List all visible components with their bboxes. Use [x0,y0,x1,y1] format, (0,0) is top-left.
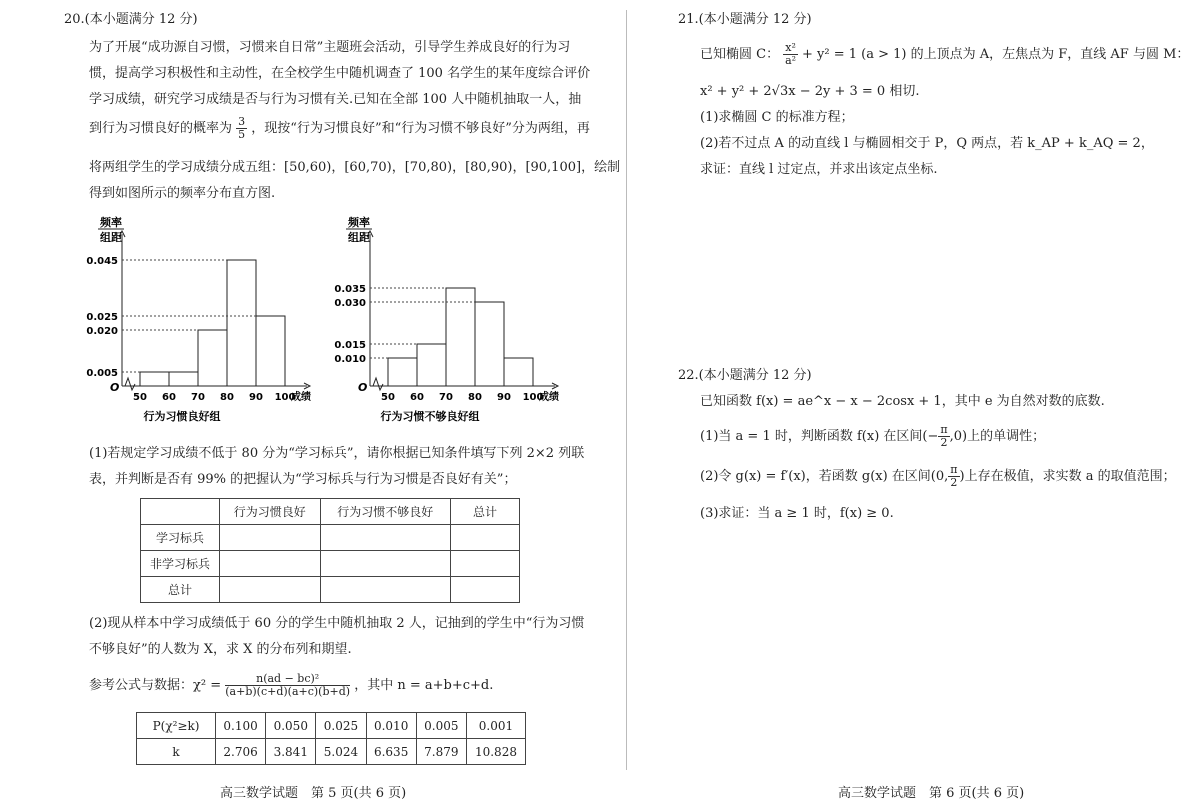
table-cell: 0.025 [316,713,366,739]
x-tick-label: 70 [191,392,205,403]
histogram-bar [475,302,504,386]
q20-header: 20.(本小题满分 12 分) [64,12,198,27]
q20-text-line: 学习成绩，研究学习成绩是否与行为习惯有关.已知在全部 100 人中随机抽取一人，抽 [89,92,582,107]
x-axis-label: 成绩 [291,392,311,403]
q20-prob-text-tail: ，现按“行为习惯良好”和“行为习惯不够良好”分为两组，再 [251,121,590,136]
chart-title: 行为习惯不够良好组 [380,410,480,423]
axis-break [373,378,383,390]
q20-text-line [89,116,590,141]
page-divider [626,10,627,770]
table-header-cell: 行为习惯良好 [220,499,321,525]
y-tick-label: 0.015 [334,340,366,351]
table-row [141,551,520,577]
q22-text: (1)当 a = 1 时，判断函数 f(x) 在区间(− [700,429,939,444]
q21-part1: (1)求椭圆 C 的标准方程； [700,110,854,125]
table-cell [451,525,520,551]
chi-square-formula [89,672,493,700]
table-cell [220,577,321,603]
x-tick-label: 60 [162,392,176,403]
table-cell: 0.100 [216,713,266,739]
x-tick-label: 80 [468,392,482,403]
q20-part1-line: 表，并判断是否有 99% 的把握认为“学习标兵与行为习惯是否良好有关”； [89,472,517,487]
x-tick-label: 90 [249,392,263,403]
table-header-cell: 总计 [451,499,520,525]
table-cell: 7.879 [416,739,466,765]
table-cell: 6.635 [366,739,416,765]
y-tick-label: 0.010 [334,354,366,365]
table-cell: 3.841 [266,739,316,765]
q20-text-line: 将两组学生的学习成绩分成五组：[50,60)，[60,70)，[70,80)，[80,90)，[90,100]，绘制 [89,160,621,175]
q20-prob-text: 到行为习惯良好的概率为 [89,121,233,136]
x-tick-label: 50 [133,392,147,403]
y-tick-label: 0.045 [86,256,118,267]
axis-break [125,378,135,390]
y-tick-label: 0.020 [86,326,118,337]
table-row [141,577,520,603]
q22-text: (2)令 g(x) = f′(x)，若函数 g(x) 在区间(0, [700,469,949,484]
q21-text-line: x² + y² + 2√3x − 2y + 3 = 0 相切. [700,84,920,99]
q20-text-line: 惯，提高学习积极性和主动性，在全校学生中随机调查了 100 名学生的某年度综合评价 [89,66,591,81]
table-cell: 0.050 [266,713,316,739]
histogram-bar [256,316,285,386]
formula-fraction: $\frac{\text{n(ad − bc)²}}{(a+b)(c+d)(a+c)(b+d)}$ [225,672,351,698]
table-row [137,713,526,739]
y-label-top: 频率 [100,216,122,229]
formula-tail: ，其中 n = a+b+c+d. [354,678,494,693]
histogram-bar [417,344,446,386]
table-header-row [141,499,520,525]
table-cell: 5.024 [316,739,366,765]
q22-part1 [700,424,1045,450]
y-label-bottom: 组距 [100,231,122,244]
chi-square-table [136,712,526,765]
histogram-bar [227,260,256,386]
table-cell [320,525,450,551]
table-cell [220,525,321,551]
histogram-figure [80,212,600,427]
table-cell [451,551,520,577]
histogram-bar [446,288,475,386]
y-tick-label: 0.005 [86,368,118,379]
y-tick-label: 0.035 [334,284,366,295]
x-axis-label: 成绩 [539,392,559,403]
table-cell [320,551,450,577]
y-tick-label: 0.025 [86,312,118,323]
q22-header: 22.(本小题满分 12 分) [678,368,812,383]
histogram-bar [140,372,169,386]
q21-part2: (2)若不过点 A 的动直线 l 与椭圆相交于 P，Q 两点，若 k_AP + k_AQ = 2， [700,136,1154,151]
origin-label: O [358,381,368,394]
table-header-cell: 行为习惯不够良好 [320,499,450,525]
q20-part2-line: 不够良好”的人数为 X，求 X 的分布列和期望. [89,642,352,657]
row-label: 学习标兵 [141,525,220,551]
x-tick-label: 100 [274,392,296,403]
row-label: k [137,739,216,765]
table-cell: 2.706 [216,739,266,765]
x-tick-label: 80 [220,392,234,403]
x-tick-label: 90 [497,392,511,403]
q21-header: 21.(本小题满分 12 分) [678,12,812,27]
chart-title: 行为习惯良好组 [143,410,221,423]
q22-part2 [700,464,1176,490]
table-row [137,739,526,765]
formula-label: 参考公式与数据：χ² = [89,678,222,693]
x-tick-label: 70 [439,392,453,403]
table-cell [141,499,220,525]
q21-part2b: 求证：直线 l 过定点，并求出该定点坐标. [700,162,938,177]
histogram-bar [388,358,417,386]
row-label: P(χ²≥k) [137,713,216,739]
row-label: 总计 [141,577,220,603]
q22-intro: 已知函数 f(x) = ae^x − x − 2cosx + 1，其中 e 为自然对数的底数. [700,394,1105,409]
pi-over-2-fraction: $\frac{\pi}{2}$ [940,423,948,449]
q21-text: + y² = 1 (a > 1) 的上顶点为 A，左焦点为 F，直线 AF 与圆 M： [802,47,1190,62]
page-footer-left: 高三数学试题 第 5 页(共 6 页) [220,786,407,801]
q20-part1-line: (1)若规定学习成绩不低于 80 分为“学习标兵”，请你根据已知条件填写下列 2×2 列联 [89,446,585,461]
table-cell [320,577,450,603]
x-tick-label: 60 [410,392,424,403]
probability-fraction: $\frac{3}{5}$ [238,115,246,141]
y-tick-label: 0.030 [334,298,366,309]
table-cell [451,577,520,603]
page-footer-right: 高三数学试题 第 6 页(共 6 页) [838,786,1025,801]
q21-text: 已知椭圆 C： [700,47,780,62]
origin-label: O [110,381,120,394]
histogram-bar [198,330,227,386]
table-row [141,525,520,551]
table-cell [220,551,321,577]
q20-text-line: 为了开展“成功源自习惯，习惯来自日常”主题班会活动，引导学生养成良好的行为习 [89,40,571,55]
q20-part2-line: (2)现从样本中学习成绩低于 60 分的学生中随机抽取 2 人，记抽到的学生中“行为习惯 [89,616,585,631]
y-label-bottom: 组距 [348,231,370,244]
histogram-bar [504,358,533,386]
q21-text-line [700,42,1189,67]
table-cell: 0.001 [466,713,525,739]
row-label: 非学习标兵 [141,551,220,577]
x-tick-label: 100 [522,392,544,403]
x-tick-label: 50 [381,392,395,403]
table-cell: 0.005 [416,713,466,739]
q22-text: )上存在极值，求实数 a 的取值范围； [959,469,1176,484]
contingency-table [140,498,520,603]
q22-text: ,0)上的单调性； [949,429,1046,444]
ellipse-fraction: $\frac{\text{x²}}{\text{a²}}$ [785,41,797,67]
pi-over-2-fraction: $\frac{\pi}{2}$ [950,463,958,489]
q22-part3: (3)求证：当 a ≥ 1 时，f(x) ≥ 0. [700,506,894,521]
y-label-top: 频率 [348,216,370,229]
table-cell: 10.828 [466,739,525,765]
histogram-bar [169,372,198,386]
q20-text-line: 得到如图所示的频率分布直方图. [89,186,276,201]
table-cell: 0.010 [366,713,416,739]
